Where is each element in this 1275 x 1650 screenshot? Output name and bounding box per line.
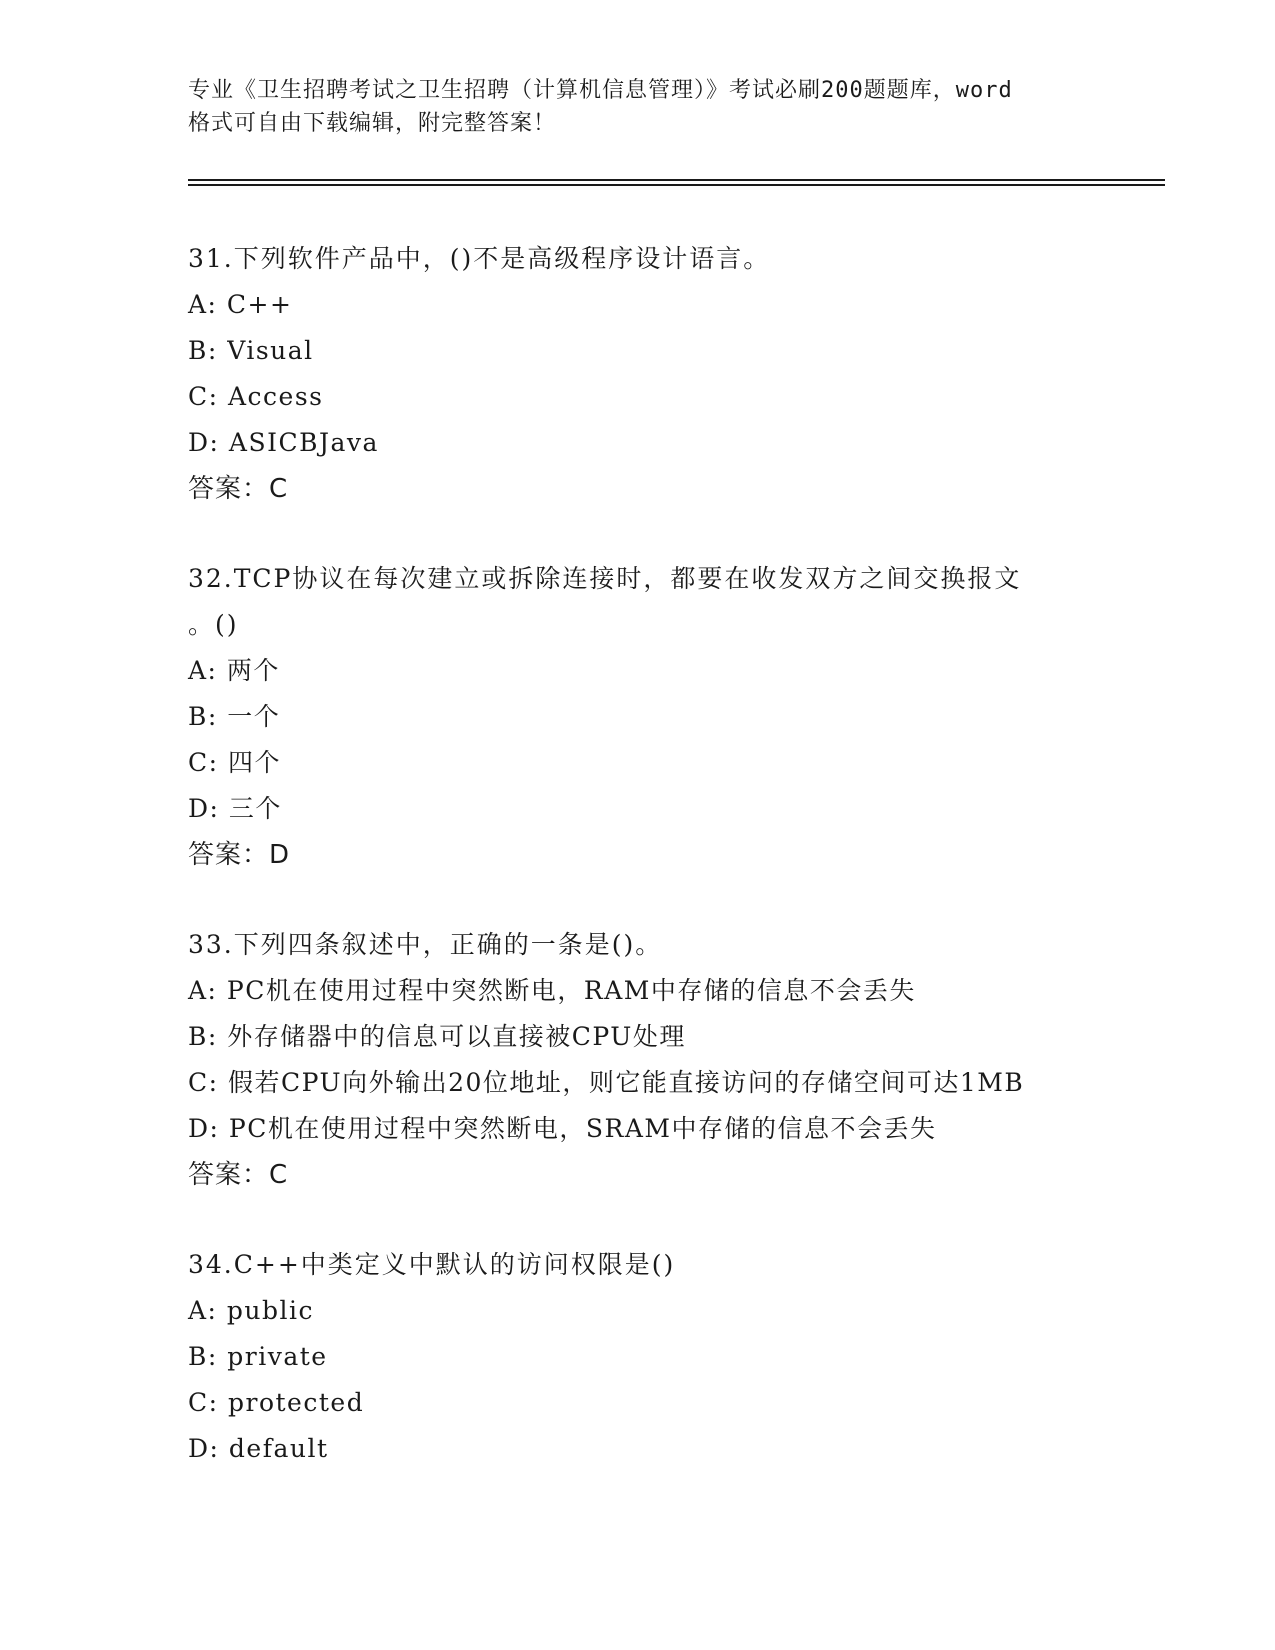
option-b: B: Visual bbox=[188, 336, 314, 365]
document-header bbox=[188, 74, 1093, 140]
question-31 bbox=[188, 236, 1088, 512]
question-text: 33.下列四条叙述中，正确的一条是()。 bbox=[188, 930, 663, 959]
question-text-continued: 。() bbox=[188, 610, 239, 639]
question-text: 34.C++中类定义中默认的访问权限是() bbox=[188, 1250, 676, 1279]
question-33 bbox=[188, 922, 1088, 1198]
question-34 bbox=[188, 1242, 1088, 1472]
answer: 答案：C bbox=[188, 1160, 289, 1190]
answer: 答案：C bbox=[188, 474, 289, 504]
option-d: D: ASICBJava bbox=[188, 428, 379, 457]
header-line-2: 格式可自由下载编辑，附完整答案！ bbox=[188, 111, 557, 136]
option-b: B: 外存储器中的信息可以直接被CPU处理 bbox=[188, 1022, 686, 1051]
option-b: B: 一个 bbox=[188, 702, 281, 731]
header-divider-top bbox=[188, 179, 1165, 181]
question-text: 31.下列软件产品中，()不是高级程序设计语言。 bbox=[188, 244, 771, 273]
option-a: A: PC机在使用过程中突然断电，RAM中存储的信息不会丢失 bbox=[188, 976, 916, 1005]
option-c: C: protected bbox=[188, 1388, 365, 1417]
option-d: D: PC机在使用过程中突然断电，SRAM中存储的信息不会丢失 bbox=[188, 1114, 937, 1143]
header-divider-bottom bbox=[188, 184, 1165, 186]
question-32 bbox=[188, 556, 1088, 878]
option-d: D: 三个 bbox=[188, 794, 282, 823]
option-a: A: 两个 bbox=[188, 656, 280, 685]
question-text: 32.TCP协议在每次建立或拆除连接时，都要在收发双方之间交换报文 bbox=[188, 564, 1022, 593]
option-c: C: 假若CPU向外输出20位地址，则它能直接访问的存储空间可达1MB bbox=[188, 1068, 1025, 1097]
option-a: A: C++ bbox=[188, 290, 293, 319]
option-c: C: Access bbox=[188, 382, 324, 411]
option-b: B: private bbox=[188, 1342, 328, 1371]
option-a: A: public bbox=[188, 1296, 315, 1325]
option-c: C: 四个 bbox=[188, 748, 281, 777]
answer: 答案：D bbox=[188, 840, 291, 870]
option-d: D: default bbox=[188, 1434, 329, 1463]
header-line-1: 专业《卫生招聘考试之卫生招聘（计算机信息管理）》考试必刷200题题库，word bbox=[188, 78, 1013, 103]
